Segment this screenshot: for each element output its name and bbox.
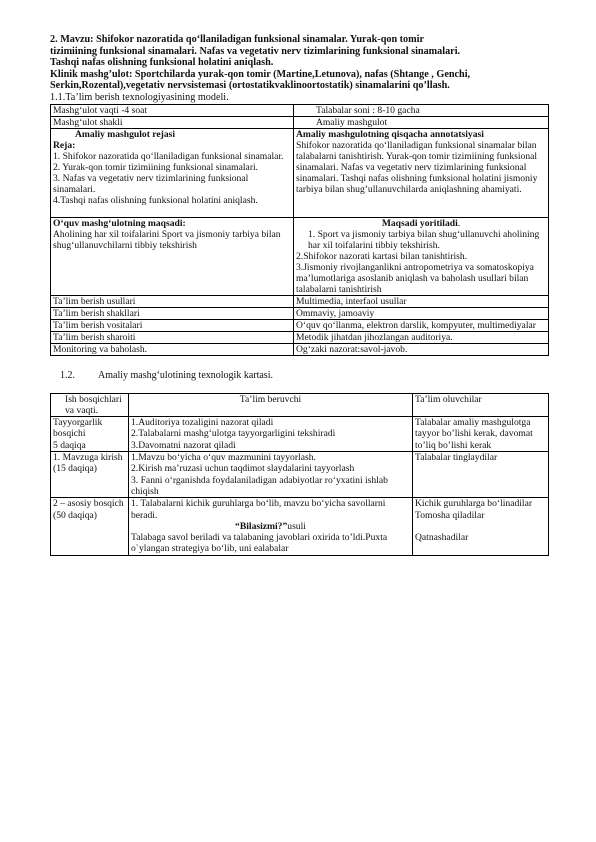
section-heading — [60, 370, 548, 381]
clinical-line-2: Serkin,Rozental),vegetativ nervsistemasi (ortostatikvaklinoortostatik) sinamalarini qo’llash. — [50, 80, 450, 92]
teacher-cell: 1.Mavzu bo‘yicha o‘quv mazmunini tayyorlash. 2.Kirish ma’ruzasi uchun taqdimot slaydalarini tayyorlash 3. Fanni o‘rganishda foydalaniladigan adabiyotlar ro‘yxatini ishlab chiqish — [129, 452, 413, 498]
topic-line-2: tizimiining funksional sinamalari. Nafas va vegetativ nerv tizimlarining funksional sinamalari. — [50, 45, 461, 57]
table-row — [51, 116, 549, 128]
table-row — [51, 295, 549, 307]
annotation-text: Shifokor nazoratida qo‘llaniladigan funksional sinamalar bilan talabalarni tanishtirish. Yurak-qon tomir tizimiining funksional sinamalari. Nafas va vegetativ nerv tizimlarining funksional sinamalari. Tashqi nafas olishning funksional holatini jismoniy tarbiya bilan shug’ullanuvchilarda aniqlashning ahamiyati. — [296, 139, 538, 195]
technology-model-table — [50, 104, 549, 356]
section-title: Amaliy mashg‘ulotining texnologik kartasi. — [98, 369, 273, 381]
table-cell: Mashg‘ulot shakli — [51, 116, 294, 128]
task-item: 3.Jismoniy rivojlanganlikni antropometriya va somatoskopiya ma’lumotlariga asoslanib aniqlash va baholash usullari bilan talabalarni tanishtirish — [296, 261, 534, 295]
table-row — [51, 343, 549, 355]
method-name: “Bilasizmi?” — [235, 520, 288, 532]
table-cell: Monitoring va baholash. — [51, 343, 294, 355]
teacher-cell: 1.Auditoriya tozaligini nazorat qiladi 2.Talabalarni mashg‘ulotga tayyorgarligini tekshiradi 3.Davomatni nazorat qiladi — [129, 417, 413, 452]
tasks-title: Maqsadi yoritiladi — [381, 217, 458, 229]
plan-item: 4.Tashqi nafas olishning funksional holatini aniqlash. — [53, 194, 258, 206]
document-header — [50, 34, 548, 104]
section-number: 1.2. — [60, 369, 75, 381]
table-cell: Ta’lim berish vositalari — [51, 319, 294, 331]
table-row — [51, 417, 549, 452]
table-cell: Amaliy mashgulot — [294, 116, 549, 128]
annotation-title: Amaliy mashgulotning qisqacha annotatsiyasi — [296, 128, 484, 140]
document-page — [50, 34, 548, 556]
table-cell: Talabalar soni : 8-10 gacha — [294, 104, 549, 116]
table-row — [51, 217, 549, 295]
table-cell: Ta’lim berish usullari — [51, 295, 294, 307]
plan-cell — [51, 128, 294, 217]
plan-item: 2. Yurak-qon tomir tizimiining funksional sinamalari. — [53, 161, 259, 173]
stage-cell: 1. Mavzuga kirish (15 daqiqa) — [51, 452, 129, 498]
goal-text: Aholining har xil toifalarini Sport va jismoniy tarbiya bilan shug‘ullanuvchilarni tibbiy tekshirish — [53, 228, 281, 251]
task-item: 2.Shifokor nazorati kartasi bilan tanishtirish. — [296, 250, 468, 262]
table-cell: Metodik jihatdan jihozlangan auditoriya. — [294, 331, 549, 343]
stage-cell: 2 – asosiy bosqich (50 daqiqa) — [51, 498, 129, 555]
task-item: 1. Sport va jismoniy tarbiya bilan shug‘ullanuvchi aholining har xil toifalarini tibbiy tekshirish. — [308, 228, 540, 251]
teacher-cell: 1. Talabalarni kichik guruhlarga bo‘lib, mavzu bo‘yicha savollarni beradi. “Bilasizmi?”usuli Talabaga savol beriladi va talabaning javoblari oxirida to’ldi.Puxta o`ylangan strategiya bo‘lib, uni ealabalar — [129, 498, 413, 555]
students-cell: Talabalar amaliy mashgulotga tayyor bo’lishi kerak, davomat to’liq bo’lishi kerak — [413, 417, 549, 452]
plan-item: 1. Shifokor nazoratida qo‘llaniladigan funksional sinamalar. — [53, 150, 284, 162]
table-cell: Og‘zaki nazorat:savol-javob. — [294, 343, 549, 355]
model-heading: 1.1.Ta’lim berish texnologiyasining modeli. — [50, 91, 229, 103]
table-cell: Mashg‘ulot vaqti -4 soat — [51, 104, 294, 116]
plan-label: Reja: — [53, 139, 76, 151]
table-cell: Ommaviy, jamoaviy — [294, 307, 549, 319]
table-row — [51, 307, 549, 319]
students-cell: Talabalar tinglaydilar — [413, 452, 549, 498]
table-cell: Ta’lim berish sharoiti — [51, 331, 294, 343]
header-cell: Ish bosqichlari va vaqti. — [51, 393, 129, 417]
stage-cell: Tayyorgarlik bosqichi 5 daqiqa — [51, 417, 129, 452]
clinical-line-1: Klinik mashg’ulot: Sportchilarda yurak-qon tomir (Martine,Letunova), nafas (Shtange , Genchi, — [50, 68, 471, 80]
table-row — [51, 331, 549, 343]
goal-title: O‘quv mashg‘ulotning maqsadi: — [53, 217, 186, 229]
tasks-cell: Maqsadi yoritiladi. 1. Sport va jismoniy tarbiya bilan shug‘ullanuvchi aholining har xil toifalarini tibbiy tekshirish. 2.Shifokor nazorati kartasi bilan tanishtirish. 3.Jismoniy rivojlanganlikni antropometriya va somatoskopiya ma’lumotlariga asoslanib aniqlash va baholash usullari bilan talabalarni tanishtirish — [294, 217, 549, 295]
table-cell: O‘quv qo‘llanma, elektron darslik, kompyuter, multimediyalar — [294, 319, 549, 331]
topic-line-1: 2. Mavzu: Shifokor nazoratida qo‘llaniladigan funksional sinamalar. Yurak-qon tomir — [50, 34, 424, 45]
students-cell: Kichik guruhlarga bo‘linadilar Tomosha qiladilar Qatnashadilar — [413, 498, 549, 555]
table-row — [51, 498, 549, 555]
table-row — [51, 319, 549, 331]
plan-item: 3. Nafas va vegetativ nerv tizimlarining funksional sinamalari. — [53, 172, 249, 195]
table-cell: Multimedia, interfaol usullar — [294, 295, 549, 307]
table-cell: Ta’lim berish shakllari — [51, 307, 294, 319]
header-cell: Ta’lim oluvchilar — [413, 393, 549, 417]
technological-map-table — [50, 393, 549, 556]
goal-cell — [51, 217, 294, 295]
table-row — [51, 452, 549, 498]
table-row — [51, 104, 549, 116]
table-header-row — [51, 393, 549, 417]
table-row — [51, 128, 549, 217]
topic-line-3: Tashqi nafas olishning funksional holatini aniqlash. — [50, 57, 274, 69]
header-cell: Ta’lim beruvchi — [129, 393, 413, 417]
plan-title: Amaliy mashgulot rejasi — [75, 128, 176, 140]
annotation-cell — [294, 128, 549, 217]
